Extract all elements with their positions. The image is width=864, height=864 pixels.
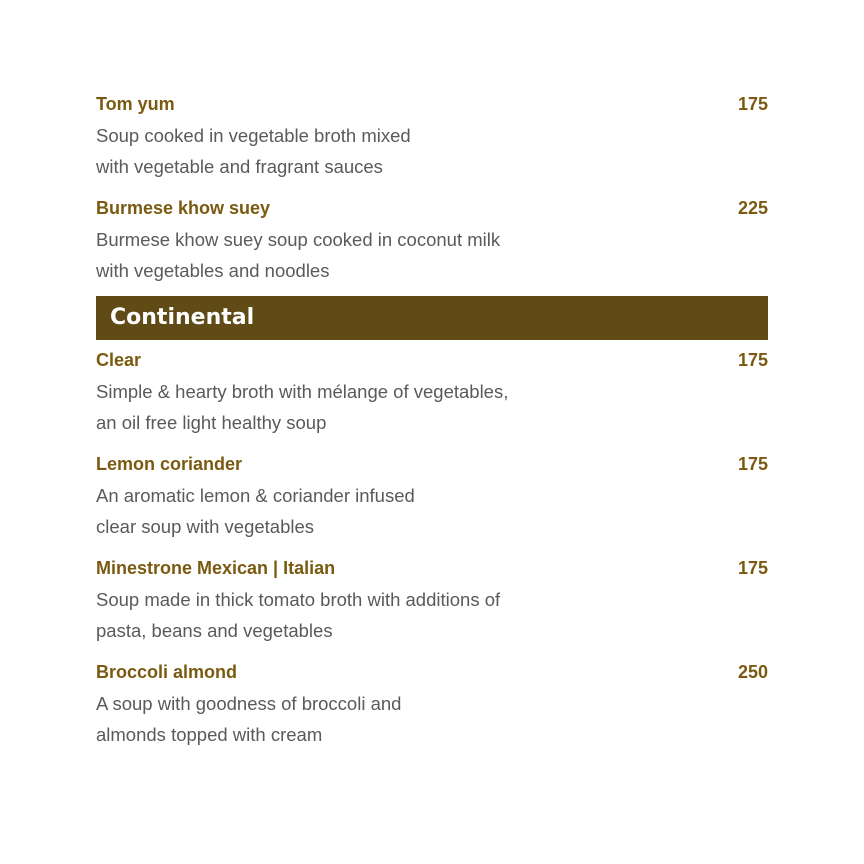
menu-item-price: 175	[737, 350, 768, 370]
menu-item-price: 225	[737, 198, 768, 218]
menu-item-header	[96, 192, 768, 224]
description-line: pasta, beans and vegetables	[96, 620, 333, 641]
menu-item-tom-yum	[96, 88, 768, 182]
description-line: Burmese khow suey soup cooked in coconut milk	[96, 229, 501, 250]
menu-item-header	[96, 656, 768, 688]
description-line: Soup made in thick tomato broth with additions of	[96, 589, 501, 610]
menu-item-header	[96, 552, 768, 584]
menu-item-clear	[96, 344, 768, 438]
menu-item-price: 175	[737, 558, 768, 578]
menu-item-minestrone	[96, 552, 768, 646]
description-line: Simple & hearty broth with mélange of vegetables,	[96, 381, 509, 402]
menu-item-name: Burmese khow suey	[96, 198, 271, 218]
menu-item-broccoli-almond	[96, 656, 768, 750]
description-line: with vegetable and fragrant sauces	[96, 156, 383, 177]
menu-item-header	[96, 88, 768, 120]
menu-item-description	[96, 584, 768, 646]
menu-item-header	[96, 448, 768, 480]
description-line: almonds topped with cream	[96, 724, 323, 745]
menu-item-name: Tom yum	[96, 94, 175, 114]
description-line: A soup with goodness of broccoli and	[96, 693, 402, 714]
description-line: clear soup with vegetables	[96, 516, 315, 537]
description-line: An aromatic lemon & coriander infused	[96, 485, 415, 506]
menu-item-burmese-khow-suey	[96, 192, 768, 286]
menu-item-name: Lemon coriander	[96, 454, 243, 474]
section-header-continental: Continental	[96, 296, 768, 340]
menu-item-description	[96, 688, 768, 750]
menu-item-description	[96, 120, 768, 182]
menu-item-description	[96, 224, 768, 286]
menu-item-price: 175	[737, 94, 768, 114]
menu-item-name: Broccoli almond	[96, 662, 238, 682]
menu	[96, 88, 768, 760]
menu-item-lemon-coriander	[96, 448, 768, 542]
menu-item-description	[96, 376, 768, 438]
description-line: Soup cooked in vegetable broth mixed	[96, 125, 411, 146]
description-line: with vegetables and noodles	[96, 260, 330, 281]
menu-item-name: Minestrone Mexican | Italian	[96, 558, 336, 578]
menu-item-price: 250	[737, 662, 768, 682]
menu-item-name: Clear	[96, 350, 142, 370]
menu-item-price: 175	[737, 454, 768, 474]
menu-item-description	[96, 480, 768, 542]
description-line: an oil free light healthy soup	[96, 412, 327, 433]
menu-item-header	[96, 344, 768, 376]
